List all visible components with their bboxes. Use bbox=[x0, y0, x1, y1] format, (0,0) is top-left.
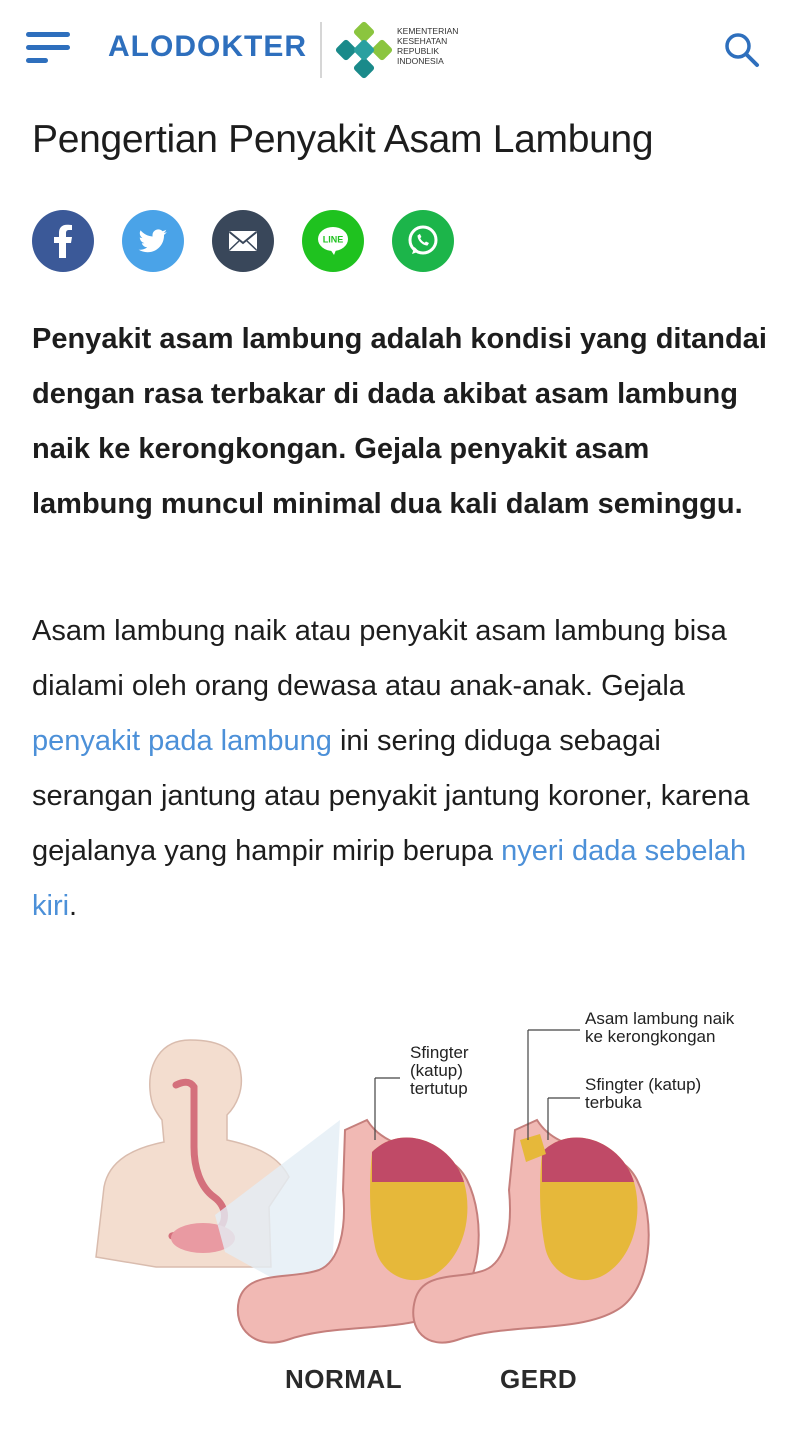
menu-bar bbox=[26, 58, 48, 63]
line-share-button[interactable] bbox=[302, 210, 364, 272]
paragraph-text: Asam lambung naik atau penyakit asam lambung bisa dialami oleh orang dewasa atau anak-anak. Gejala bbox=[32, 615, 727, 702]
partner-line: REPUBLIK bbox=[397, 46, 440, 56]
open-sphincter-label bbox=[585, 1076, 701, 1112]
partner-line: KEMENTERIAN bbox=[397, 26, 459, 36]
mail-icon bbox=[212, 210, 274, 272]
annotation-line: terbuka bbox=[585, 1093, 642, 1112]
whatsapp-icon bbox=[392, 210, 454, 272]
article-lead: Penyakit asam lambung adalah kondisi yang ditandai dengan rasa terbakar di dada akibat asam lambung naik ke kerongkongan. Gejala penyakit asam lambung muncul minimal dua kali dalam seminggu. bbox=[32, 323, 767, 520]
line-label: LINE bbox=[322, 234, 344, 245]
facebook-share-button[interactable] bbox=[32, 210, 94, 272]
page-title: Pengertian Penyakit Asam Lambung bbox=[32, 118, 654, 161]
annotation-line: tertutup bbox=[410, 1079, 468, 1098]
whatsapp-share-button[interactable] bbox=[392, 210, 454, 272]
normal-caption: NORMAL bbox=[285, 1364, 403, 1394]
partner-line: INDONESIA bbox=[397, 56, 444, 66]
annotation-line: ke kerongkongan bbox=[585, 1027, 716, 1046]
annotation-line: (katup) bbox=[410, 1061, 463, 1080]
annotation-line: Asam lambung naik bbox=[585, 1009, 735, 1028]
app-header bbox=[0, 0, 800, 100]
paragraph-text: ini sering diduga sebagai serangan jantung atau penyakit jantung koroner, karena gejalanya yang hampir mirip berupa bbox=[32, 725, 750, 867]
menu-bar bbox=[26, 32, 70, 37]
paragraph-text: . bbox=[69, 890, 78, 922]
line-icon bbox=[302, 210, 364, 272]
normal-sphincter-label bbox=[410, 1044, 469, 1098]
kemenkes-wordmark bbox=[397, 26, 477, 66]
search-icon[interactable] bbox=[722, 30, 762, 70]
email-share-button[interactable] bbox=[212, 210, 274, 272]
gerd-illustration bbox=[0, 990, 800, 1430]
partner-line: KESEHATAN bbox=[397, 36, 448, 46]
twitter-icon bbox=[122, 210, 184, 272]
kemenkes-logo-icon bbox=[334, 20, 394, 80]
alodokter-logo[interactable]: ALODOKTER bbox=[108, 30, 307, 63]
link-nyeri-dada-sebelah-kiri[interactable]: nyeri dada sebelah kiri bbox=[32, 835, 747, 922]
gerd-caption: GERD bbox=[500, 1364, 578, 1394]
link-penyakit-pada-lambung[interactable]: penyakit pada lambung bbox=[32, 725, 332, 757]
hamburger-menu-icon[interactable] bbox=[26, 30, 72, 66]
annotation-line: Sfingter bbox=[410, 1043, 469, 1062]
article-paragraph bbox=[32, 604, 772, 934]
header-divider bbox=[320, 22, 322, 78]
annotation-line: Sfingter (katup) bbox=[585, 1075, 702, 1094]
acid-rise-label bbox=[585, 1010, 734, 1046]
facebook-icon bbox=[32, 210, 94, 272]
twitter-share-button[interactable] bbox=[122, 210, 184, 272]
menu-bar bbox=[26, 45, 70, 50]
